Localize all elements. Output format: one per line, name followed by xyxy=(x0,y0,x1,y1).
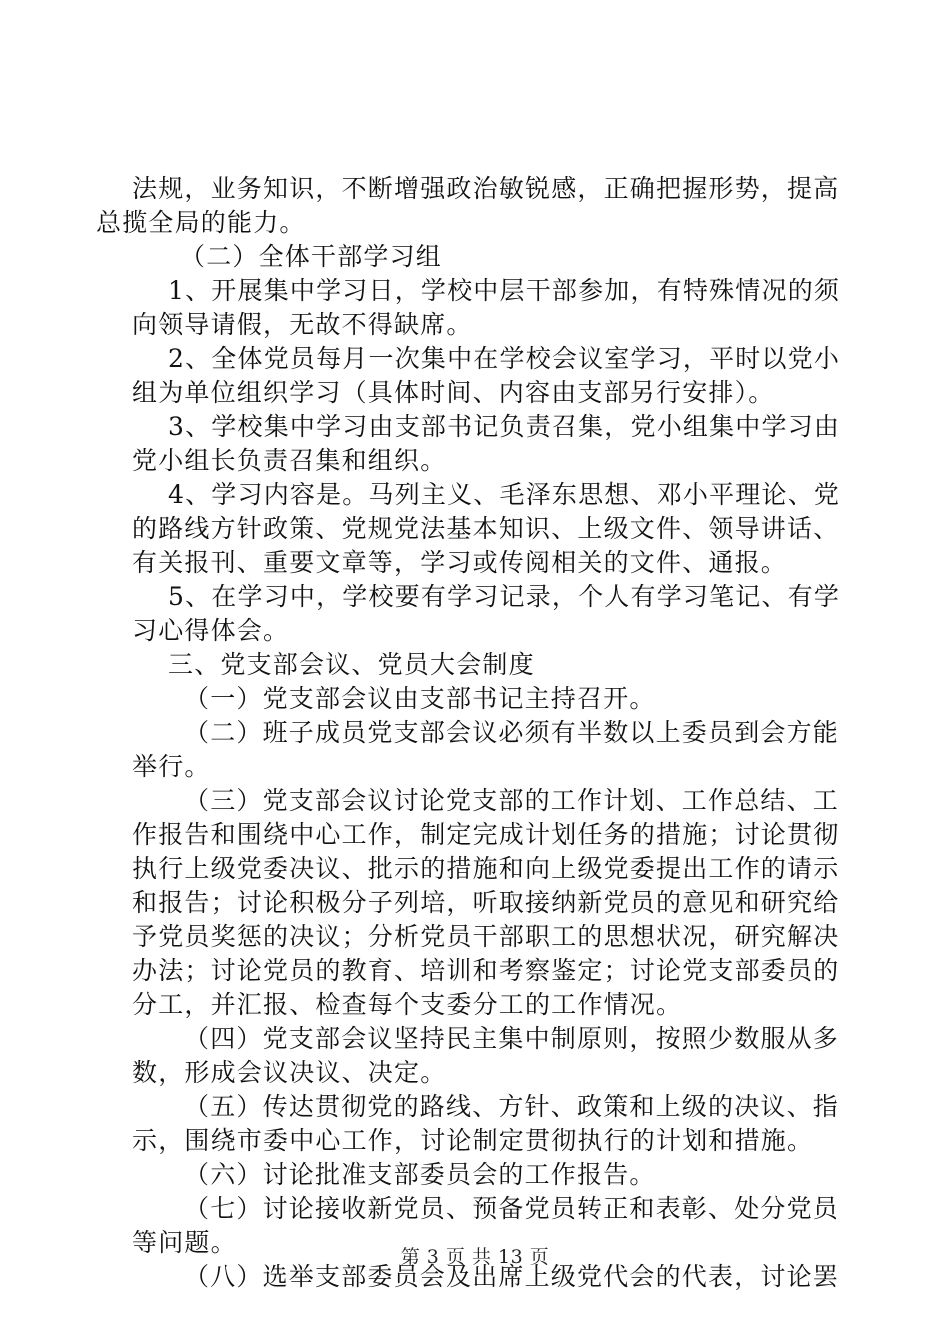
text-line: 执行上级党委决议、批示的措施和向上级党委提出工作的请示 xyxy=(132,854,840,883)
text-line: 予党员奖惩的决议；分析党员干部职工的思想状况，研究解决 xyxy=(132,922,840,951)
text-line: 组为单位组织学习（具体时间、内容由支部另行安排）。 xyxy=(132,378,775,407)
text-line: （二）班子成员党支部会议必须有半数以上委员到会方能 xyxy=(184,718,840,747)
document-body xyxy=(96,172,841,1294)
paragraph xyxy=(132,342,841,410)
text-line: （四）党支部会议坚持民主集中制原则，按照少数服从多 xyxy=(184,1024,840,1053)
text-line: 1、开展集中学习日，学校中层干部参加，有特殊情况的须 xyxy=(168,276,841,305)
text-line: 等问题。 xyxy=(132,1228,237,1257)
text-line: 作报告和围绕中心工作，制定完成计划任务的措施；讨论贯彻 xyxy=(132,820,840,849)
page-footer: 第 3 页 共 13 页 xyxy=(400,1246,550,1268)
text-line: 3、学校集中学习由支部书记负责召集，党小组集中学习由 xyxy=(168,412,841,441)
text-line: 举行。 xyxy=(132,752,211,781)
paragraph xyxy=(132,478,841,580)
paragraph xyxy=(96,172,840,240)
paragraph xyxy=(132,784,840,1022)
text-line: （三）党支部会议讨论党支部的工作计划、工作总结、工 xyxy=(184,786,840,815)
paragraph xyxy=(132,580,841,648)
text-line: 示，围绕市委中心工作，讨论制定贯彻执行的计划和措施。 xyxy=(132,1126,814,1155)
text-line: 有关报刊、重要文章等，学习或传阅相关的文件、通报。 xyxy=(132,548,788,577)
text-line: 4、学习内容是。马列主义、毛泽东思想、邓小平理论、党 xyxy=(168,480,841,509)
text-line: 向领导请假，无故不得缺席。 xyxy=(132,310,473,339)
text-line: 习心得体会。 xyxy=(132,616,290,645)
text-line: 总揽全局的能力。 xyxy=(96,208,306,237)
text-line: 办法；讨论党员的教育、培训和考察鉴定；讨论党支部委员的 xyxy=(132,956,840,985)
text-line: （一）党支部会议由支部书记主持召开。 xyxy=(184,684,656,713)
text-line: （二）全体干部学习组 xyxy=(180,242,443,271)
text-line: （五）传达贯彻党的路线、方针、政策和上级的决议、指 xyxy=(184,1092,840,1121)
paragraph xyxy=(132,682,832,716)
paragraph xyxy=(132,1022,840,1090)
text-line: 5、在学习中，学校要有学习记录，个人有学习笔记、有学 xyxy=(168,582,841,611)
text-line: （六）讨论批准支部委员会的工作报告。 xyxy=(184,1160,656,1189)
text-line: （七）讨论接收新党员、预备党员转正和表彰、处分党员 xyxy=(184,1194,840,1223)
paragraph xyxy=(132,716,840,784)
text-line: 和报告；讨论积极分子列培，听取接纳新党员的意见和研究给 xyxy=(132,888,840,917)
paragraph xyxy=(132,410,841,478)
text-line: 数，形成会议决议、决定。 xyxy=(132,1058,447,1087)
text-line: 2、全体党员每月一次集中在学校会议室学习，平时以党小 xyxy=(168,344,841,373)
text-line: 三、党支部会议、党员大会制度 xyxy=(168,650,535,679)
paragraph xyxy=(132,1158,832,1192)
text-line: 分工，并汇报、检查每个支委分工的工作情况。 xyxy=(132,990,683,1019)
text-line: 党小组长负责召集和组织。 xyxy=(132,446,447,475)
text-line: 的路线方针政策、党规党法基本知识、上级文件、领导讲话、 xyxy=(132,514,840,543)
text-line: （八）选举支部委员会及出席上级党代会的代表，讨论罢 xyxy=(184,1262,840,1291)
paragraph xyxy=(132,648,832,682)
paragraph xyxy=(132,1090,840,1158)
paragraph xyxy=(132,274,841,342)
text-line: 法规，业务知识，不断增强政治敏锐感，正确把握形势，提高 xyxy=(132,174,840,203)
paragraph xyxy=(132,240,832,274)
